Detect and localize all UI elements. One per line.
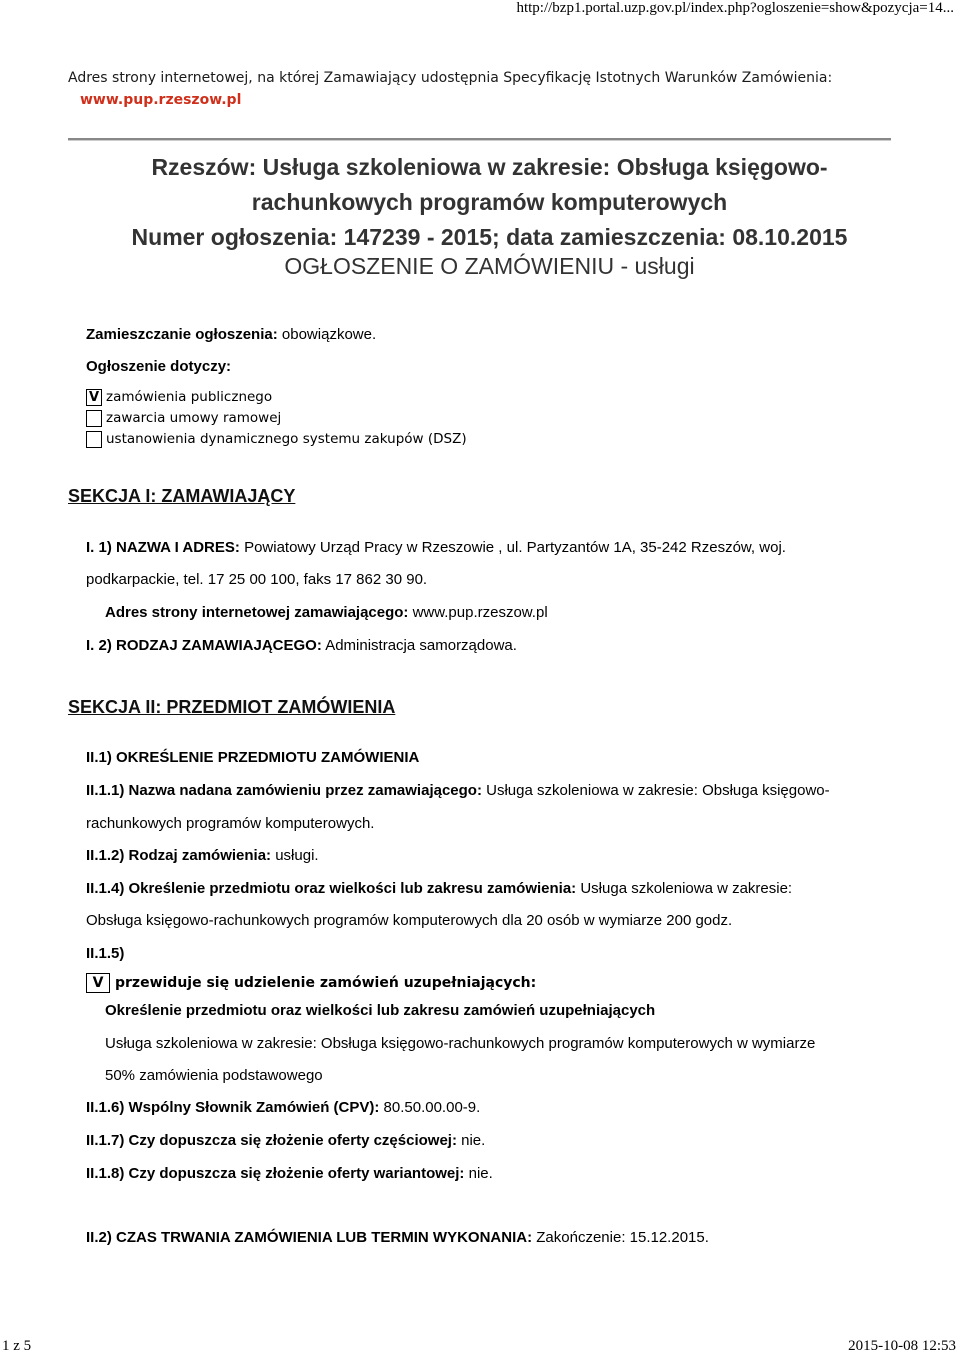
supplementary-text-2: 50% zamówienia podstawowego	[105, 1067, 323, 1084]
checkbox-unchecked[interactable]	[86, 410, 102, 427]
partial-offer-label: II.1.7) Czy dopuszcza się złożenie oferty częściowej:	[86, 1132, 457, 1149]
scope-value: Usługa szkoleniowa w zakresie:	[580, 880, 793, 897]
name-address-value-2: podkarpackie, tel. 17 25 00 100, faks 17 862 30 90.	[86, 571, 428, 588]
www-row	[105, 604, 548, 621]
section-2-heading: SEKCJA II: PRZEDMIOT ZAMÓWIENIA	[68, 697, 396, 717]
option-label: zawarcia umowy ramowej	[106, 410, 282, 426]
checkbox-unchecked[interactable]	[86, 431, 102, 448]
contract-kind-label: II.1.2) Rodzaj zamówienia:	[86, 847, 272, 864]
posting-value: obowiązkowe.	[281, 326, 377, 343]
www-value[interactable]: www.pup.rzeszow.pl	[412, 604, 548, 621]
duration-value: Zakończenie: 15.12.2015.	[536, 1229, 709, 1246]
browser-url: http://bzp1.portal.uzp.gov.pl/index.php?ogloszenie=show&pozycja=14...	[516, 0, 954, 16]
supplementary-text: Usługa szkoleniowa w zakresie: Obsługa księgowo-rachunkowych programów komputerowych w wymiarze	[105, 1035, 816, 1052]
name-address-value: Powiatowy Urząd Pracy w Rzeszowie , ul. Partyzantów 1A, 35-242 Rzeszów, woj.	[244, 539, 786, 556]
duration-row	[86, 1229, 709, 1246]
supplementary-heading: Określenie przedmiotu oraz wielkości lub zakresu zamówień uzupełniających	[105, 1002, 656, 1019]
contract-kind-row	[86, 847, 319, 864]
cpv-label: II.1.6) Wspólny Słownik Zamówień (CPV):	[86, 1099, 380, 1116]
variant-offer-value: nie.	[468, 1165, 493, 1182]
buyer-type-row	[86, 637, 517, 654]
page-subtitle: OGŁOSZENIE O ZAMÓWIENIU - usługi	[284, 253, 695, 279]
posting-label: Zamieszczanie ogłoszenia:	[86, 326, 278, 343]
option-label: ustanowienia dynamicznego systemu zakupów (DSZ)	[106, 431, 467, 447]
contract-name-value-2: rachunkowych programów komputerowych.	[86, 815, 375, 832]
cpv-value: 80.50.00.00-9.	[383, 1099, 481, 1116]
contract-name-label: II.1.1) Nazwa nadana zamówieniu przez zamawiającego:	[86, 782, 482, 799]
s115-label: II.1.5)	[86, 945, 125, 962]
scope-label: II.1.4) Określenie przedmiotu oraz wielkości lub zakresu zamówienia:	[86, 880, 577, 897]
supplementary-orders-option[interactable]	[86, 972, 536, 994]
variant-offer-label: II.1.8) Czy dopuszcza się złożenie oferty wariantowej:	[86, 1165, 465, 1182]
page-number: 1 z 5	[2, 1338, 32, 1354]
scope-value-2: Obsługa księgowo-rachunkowych programów komputerowych dla 20 osób w wymiarze 200 godz.	[86, 912, 733, 929]
title-line-3: Numer ogłoszenia: 147239 - 2015; data zamieszczenia: 08.10.2015	[131, 224, 848, 250]
title-line-2: rachunkowych programów komputerowych	[251, 189, 728, 215]
posting-row	[86, 326, 376, 343]
duration-label: II.2) CZAS TRWANIA ZAMÓWIENIA LUB TERMIN WYKONANIA:	[86, 1229, 533, 1246]
variant-offer-row	[86, 1165, 493, 1182]
name-address-label: I. 1) NAZWA I ADRES:	[86, 539, 240, 556]
option-framework-agreement[interactable]	[86, 408, 281, 428]
section-1-heading: SEKCJA I: ZAMAWIAJĄCY	[68, 486, 296, 506]
supplementary-orders-label: przewiduje się udzielenie zamówień uzupełniających:	[115, 975, 537, 991]
sub-1-heading: II.1) OKREŚLENIE PRZEDMIOTU ZAMÓWIENIA	[86, 749, 420, 766]
siwz-link[interactable]: www.pup.rzeszow.pl	[80, 92, 242, 108]
option-public-procurement[interactable]	[86, 387, 272, 407]
www-label: Adres strony internetowej zamawiającego:	[105, 604, 409, 621]
title-line-1: Rzeszów: Usługa szkoleniowa w zakresie: Obsługa księgowo-	[151, 154, 828, 180]
name-address-row	[86, 539, 786, 556]
option-label: zamówienia publicznego	[106, 389, 273, 405]
checkbox-checked[interactable]: V	[86, 973, 110, 993]
contract-name-value: Usługa szkoleniowa w zakresie: Obsługa księgowo-	[486, 782, 830, 799]
buyer-type-label: I. 2) RODZAJ ZAMAWIAJĄCEGO:	[86, 637, 322, 654]
page-title	[68, 150, 911, 255]
print-datetime: 2015-10-08 12:53	[848, 1338, 956, 1354]
option-dps[interactable]	[86, 429, 467, 449]
intro-text: Adres strony internetowej, na której Zamawiający udostępnia Specyfikację Istotnych Warunków Zamówienia:	[68, 70, 833, 86]
checkbox-checked[interactable]: V	[86, 389, 102, 406]
scope-row	[86, 880, 792, 897]
concerns-label: Ogłoszenie dotyczy:	[86, 358, 232, 375]
partial-offer-row	[86, 1132, 485, 1149]
contract-kind-value: usługi.	[275, 847, 319, 864]
cpv-row	[86, 1099, 480, 1116]
contract-name-row	[86, 782, 830, 799]
divider	[68, 138, 891, 141]
buyer-type-value: Administracja samorządowa.	[325, 637, 517, 654]
partial-offer-value: nie.	[461, 1132, 486, 1149]
